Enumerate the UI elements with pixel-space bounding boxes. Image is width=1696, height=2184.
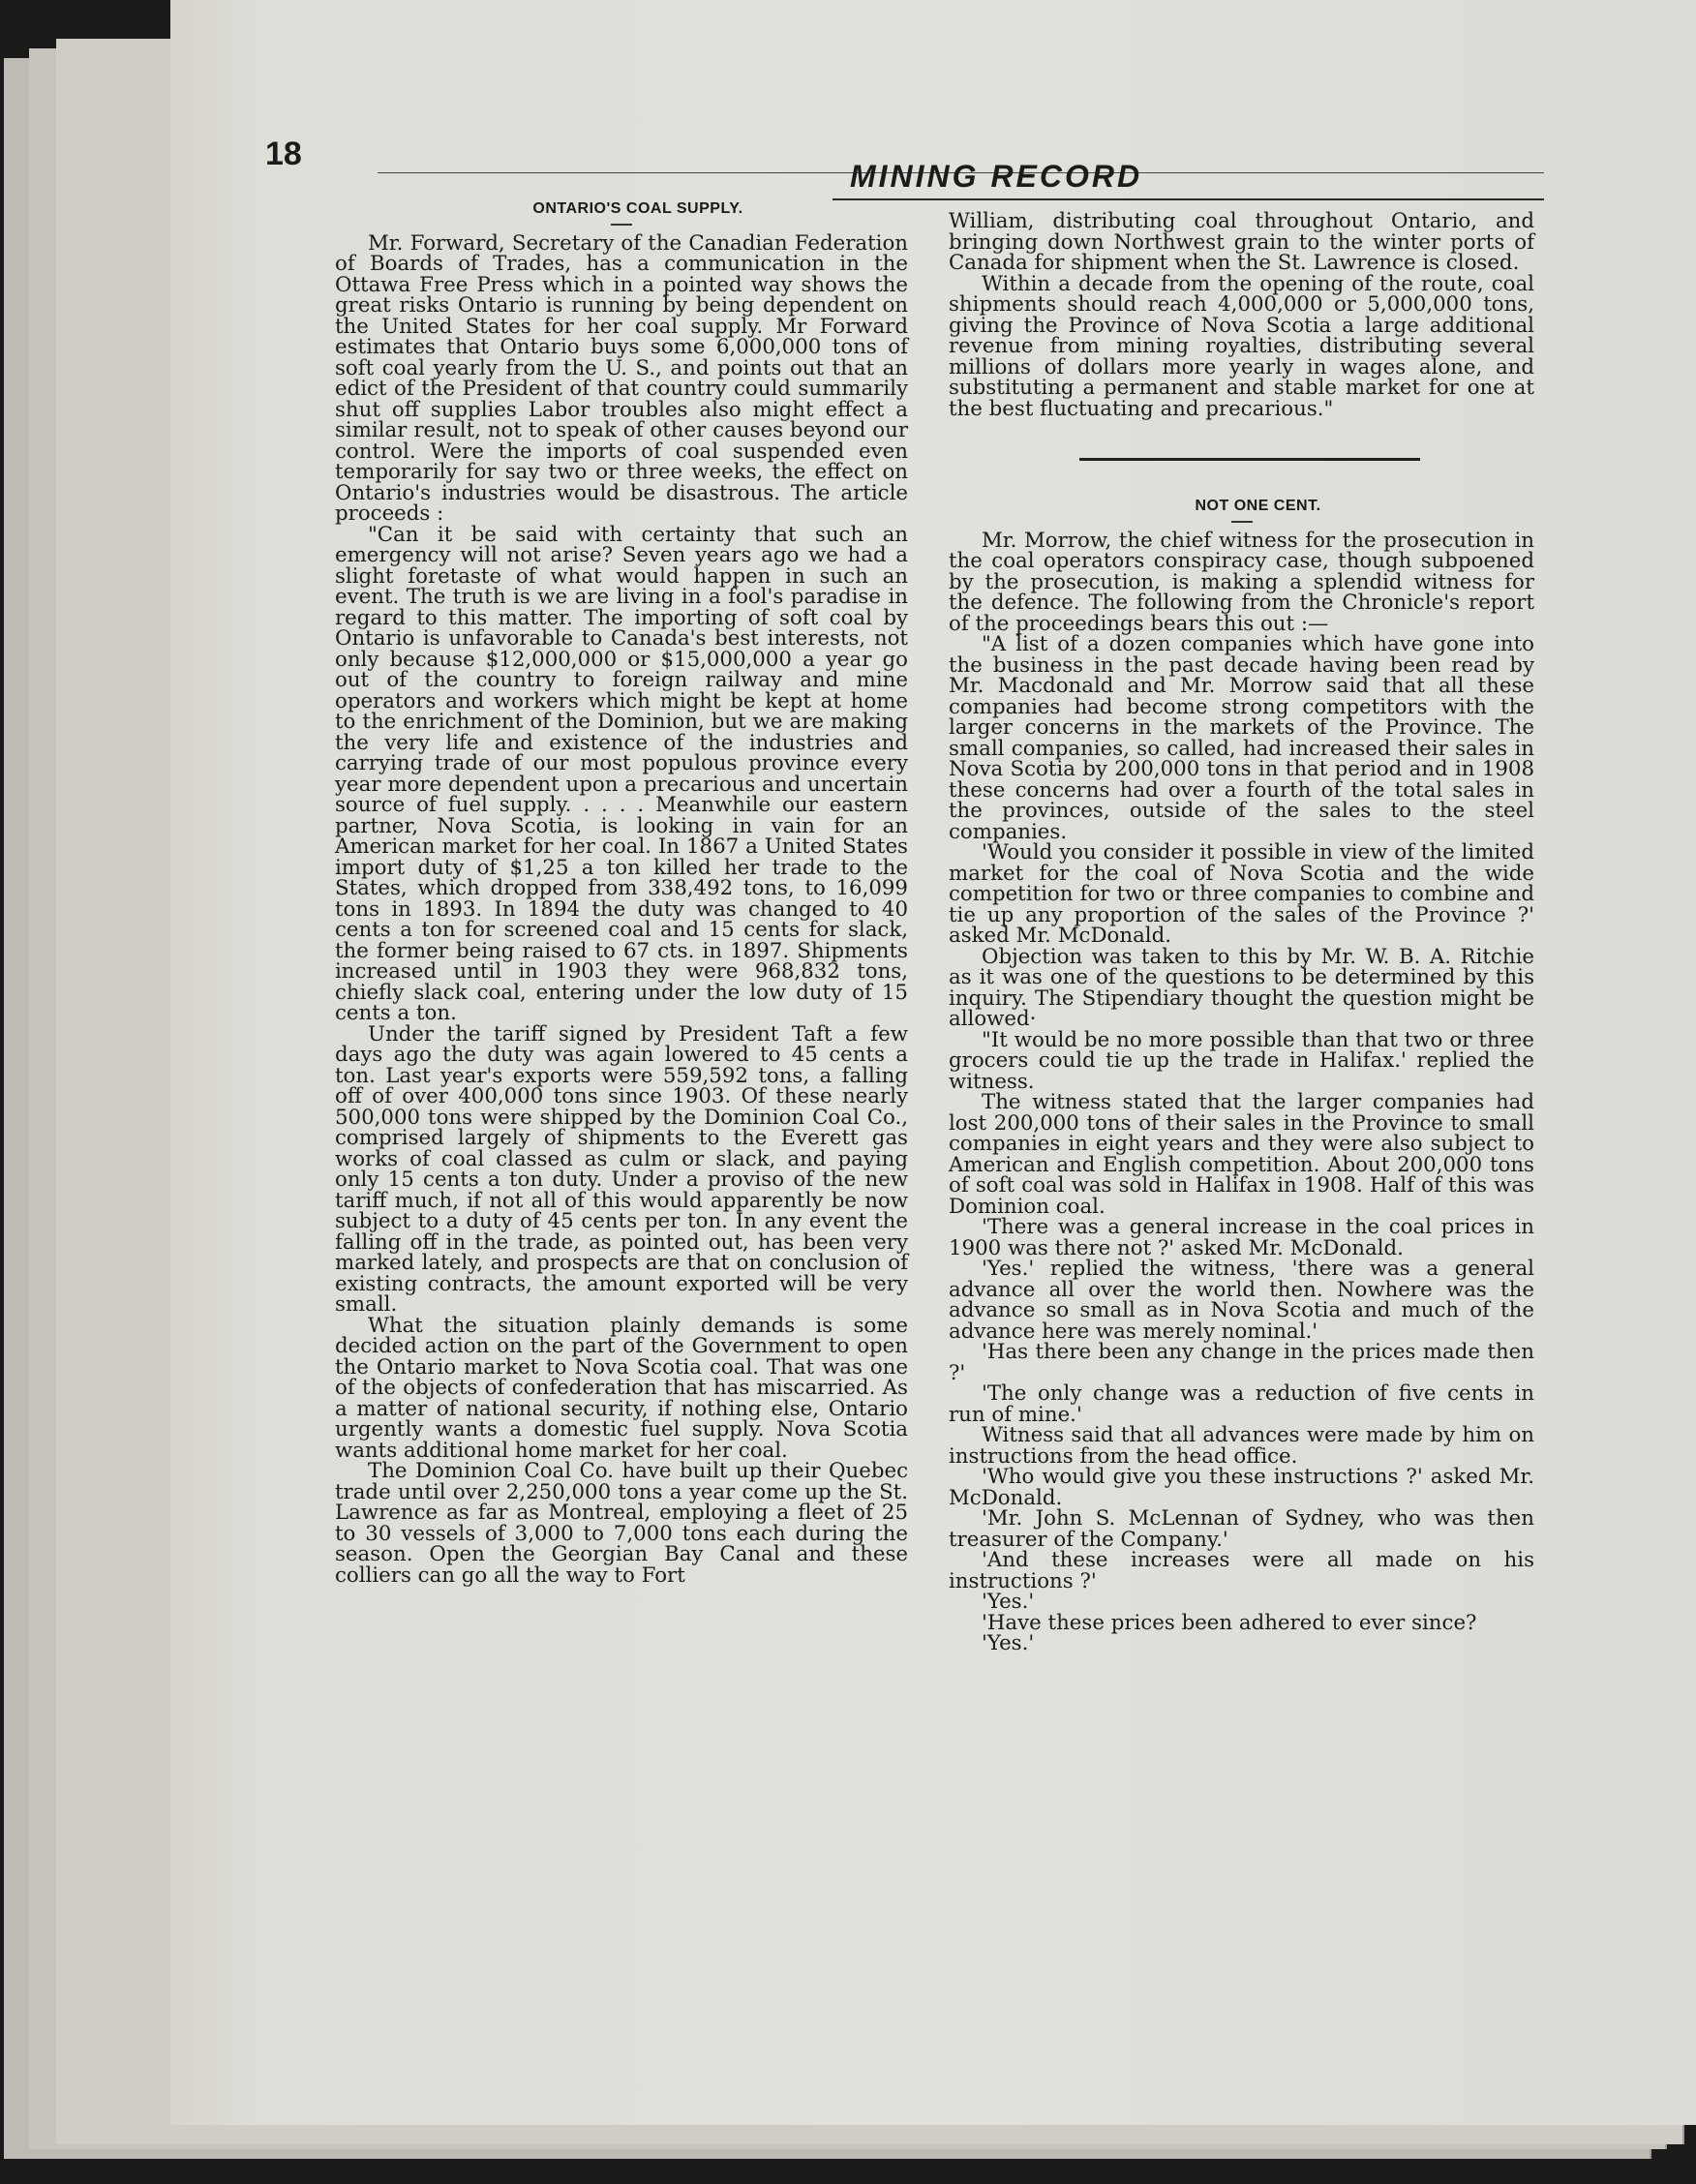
left-column [335, 198, 908, 1586]
paragraph: The Dominion Coal Co. have built up their Quebec trade until over 2,250,000 tons a year come up the St. Lawrence as far as Montreal, employing a fleet of 25 to 30 vessels of 3,000 to 7,000 tons each during the season. Open the Georgian Bay Canal and these colliers can go all the way to Fort [335, 1459, 908, 1588]
paragraph: 'Yes.' replied the witness, 'there was a general advance all over the world then. Nowhere was the advance so small as in Nova Scotia and much of the advance here was merely nominal.' [949, 1257, 1534, 1344]
right-column [949, 211, 1534, 1654]
article-title: NOT ONE CENT. [1195, 498, 1321, 514]
title-dash [611, 224, 632, 226]
paragraph: "Can it be said with certainty that such an emergency will not arise? Seven years ago we had a slight foretaste of what would happen in such an event. The truth is we are living in a fool's paradise in regard to this matter. The importing of soft coal by Ontario is unfavorable to Canada's best interests, not only because $12,000,000 or $15,000,000 a year go out of the country to foreign railway and mine operators and workers which might be kept at home to the enrichment of the Dominion, but we are making the very life and existence of the industries and carrying trade of our most populous province every year more dependent upon a precarious and uncertain source of fuel supply. . . . . Meanwhile our eastern partner, Nova Scotia, is looking in vain for an American market for her coal. In 1867 a United States import duty of $1,25 a ton killed her trade to the States, which dropped from 338,492 tons, to 16,099 tons in 1893. In 1894 the duty was changed to 40 cents a ton for screened coal and 15 cents for slack, the former being raised to 67 cts. in 1897. Shipments increased until in 1903 they were 968,832 tons, chiefly slack coal, entering under the low duty of 15 cents a ton. [335, 522, 908, 1025]
paragraph: Objection was taken to this by Mr. W. B. A. Ritchie as it was one of the questions to be determined by this inquiry. The Stipendiary thought the question might be allowed· [949, 944, 1534, 1031]
paragraph: 'And these increases were all made on his instructions ?' [949, 1548, 1534, 1593]
journal-title: MINING RECORD [850, 159, 1143, 194]
paragraph: 'Yes.' [982, 1590, 1035, 1614]
paragraph: Mr. Forward, Secretary of the Canadian Federation of Boards of Trades, has a communication in the Ottawa Free Press which in a pointed way shows the great risks Ontario is running by being dependent on the United States for her coal supply. Mr Forward estimates that Ontario buys some 6,000,000 tons of soft coal yearly from the U. S., and points out that an edict of the President of that country could summarily shut off supplies Labor troubles also might effect a similar result, not to speak of other causes beyond our control. Were the imports of coal suspended even temporarily for say two or three weeks, the effect on Ontario's industries would be disastrous. The article proceeds : [335, 230, 908, 526]
paragraph: Within a decade from the opening of the route, coal shipments should reach 4,000,000 or 5,000,000 tons, giving the Province of Nova Scotia a large additional revenue from mining royalties, distributing several millions of dollars more yearly in wages alone, and substituting a permanent and stable market for one at the best fluctuating and precarious." [949, 271, 1534, 421]
paragraph: 'Have these prices been adhered to ever since? [982, 1610, 1477, 1635]
paragraph: 'Mr. John S. McLennan of Sydney, who was then treasurer of the Company.' [949, 1506, 1534, 1552]
paragraph: 'Who would give you these instructions ?' asked Mr. McDonald. [949, 1465, 1534, 1510]
page-number: 18 [265, 136, 302, 172]
paragraph: 'Has there been any change in the prices made then ?' [949, 1340, 1534, 1385]
paragraph: 'There was a general increase in the coal prices in 1900 was there not ?' asked Mr. McDonald. [949, 1215, 1534, 1260]
paragraph: Mr. Morrow, the chief witness for the prosecution in the coal operators conspiracy case, though subpoened by the prosecution, is making a splendid witness for the defence. The following from the Chronicle's report of the proceedings bears this out :— [949, 528, 1534, 636]
paragraph: 'Would you consider it possible in view of the limited market for the coal of Nova Scotia and the wide competition for two or three companies to combine and tie up any proportion of the sales of the Province ?' asked Mr. McDonald. [949, 840, 1534, 948]
paragraph: "It would be no more possible than that two or three grocers could tie up the trade in Halifax.' replied the witness. [949, 1027, 1534, 1094]
paragraph: William, distributing coal throughout Ontario, and bringing down Northwest grain to the winter ports of Canada for shipment when the St. Lawrence is closed. [949, 209, 1534, 275]
paragraph: Witness said that all advances were made by him on instructions from the head office. [949, 1423, 1534, 1469]
paragraph: The witness stated that the larger companies had lost 200,000 tons of their sales in the Province to small companies in eight years and they were also subject to American and English competition. About 200,000 tons of soft coal was sold in Halifax in 1908. Half of this was Dominion coal. [949, 1090, 1534, 1219]
article-title: ONTARIO'S COAL SUPPLY. [532, 200, 743, 217]
article-separator [1079, 458, 1420, 461]
paragraph: 'Yes.' [982, 1631, 1035, 1655]
paragraph: 'The only change was a reduction of five cents in run of mine.' [949, 1381, 1534, 1427]
header-rule-lower [833, 198, 1544, 200]
paragraph: "A list of a dozen companies which have gone into the business in the past decade having been read by Mr. Macdonald and Mr. Morrow said that all these companies had become strong competitors with the larger concerns in the markets of the Province. The small companies, so called, had increased their sales in Nova Scotia by 200,000 tons in that period and in 1908 these concerns had over a fourth of the total sales in the provinces, outside of the sales to the steel companies. [949, 632, 1534, 844]
paragraph: Under the tariff signed by President Taft a few days ago the duty was again lowered to 45 cents a ton. Last year's exports were 559,592 tons, a falling off of over 400,000 tons since 1903. Of these nearly 500,000 tons were shipped by the Dominion Coal Co., comprised largely of shipments to the Everett gas works of coal classed as culm or slack, and paying only 15 cents a ton duty. Under a proviso of the new tariff much, if not all of this would apparently be now subject to a duty of 45 cents per ton. In any event the falling off in the trade, as pointed out, has been very marked lately, and prospects are that on conclusion of existing contracts, the amount exported will be very small. [335, 1021, 908, 1317]
title-dash [1231, 521, 1253, 523]
paragraph: What the situation plainly demands is some decided action on the part of the Government to open the Ontario market to Nova Scotia coal. That was one of the objects of confederation that has miscarried. As a matter of national security, if nothing else, Ontario urgently wants a domestic fuel supply. Nova Scotia wants additional home market for her coal. [335, 1313, 908, 1463]
